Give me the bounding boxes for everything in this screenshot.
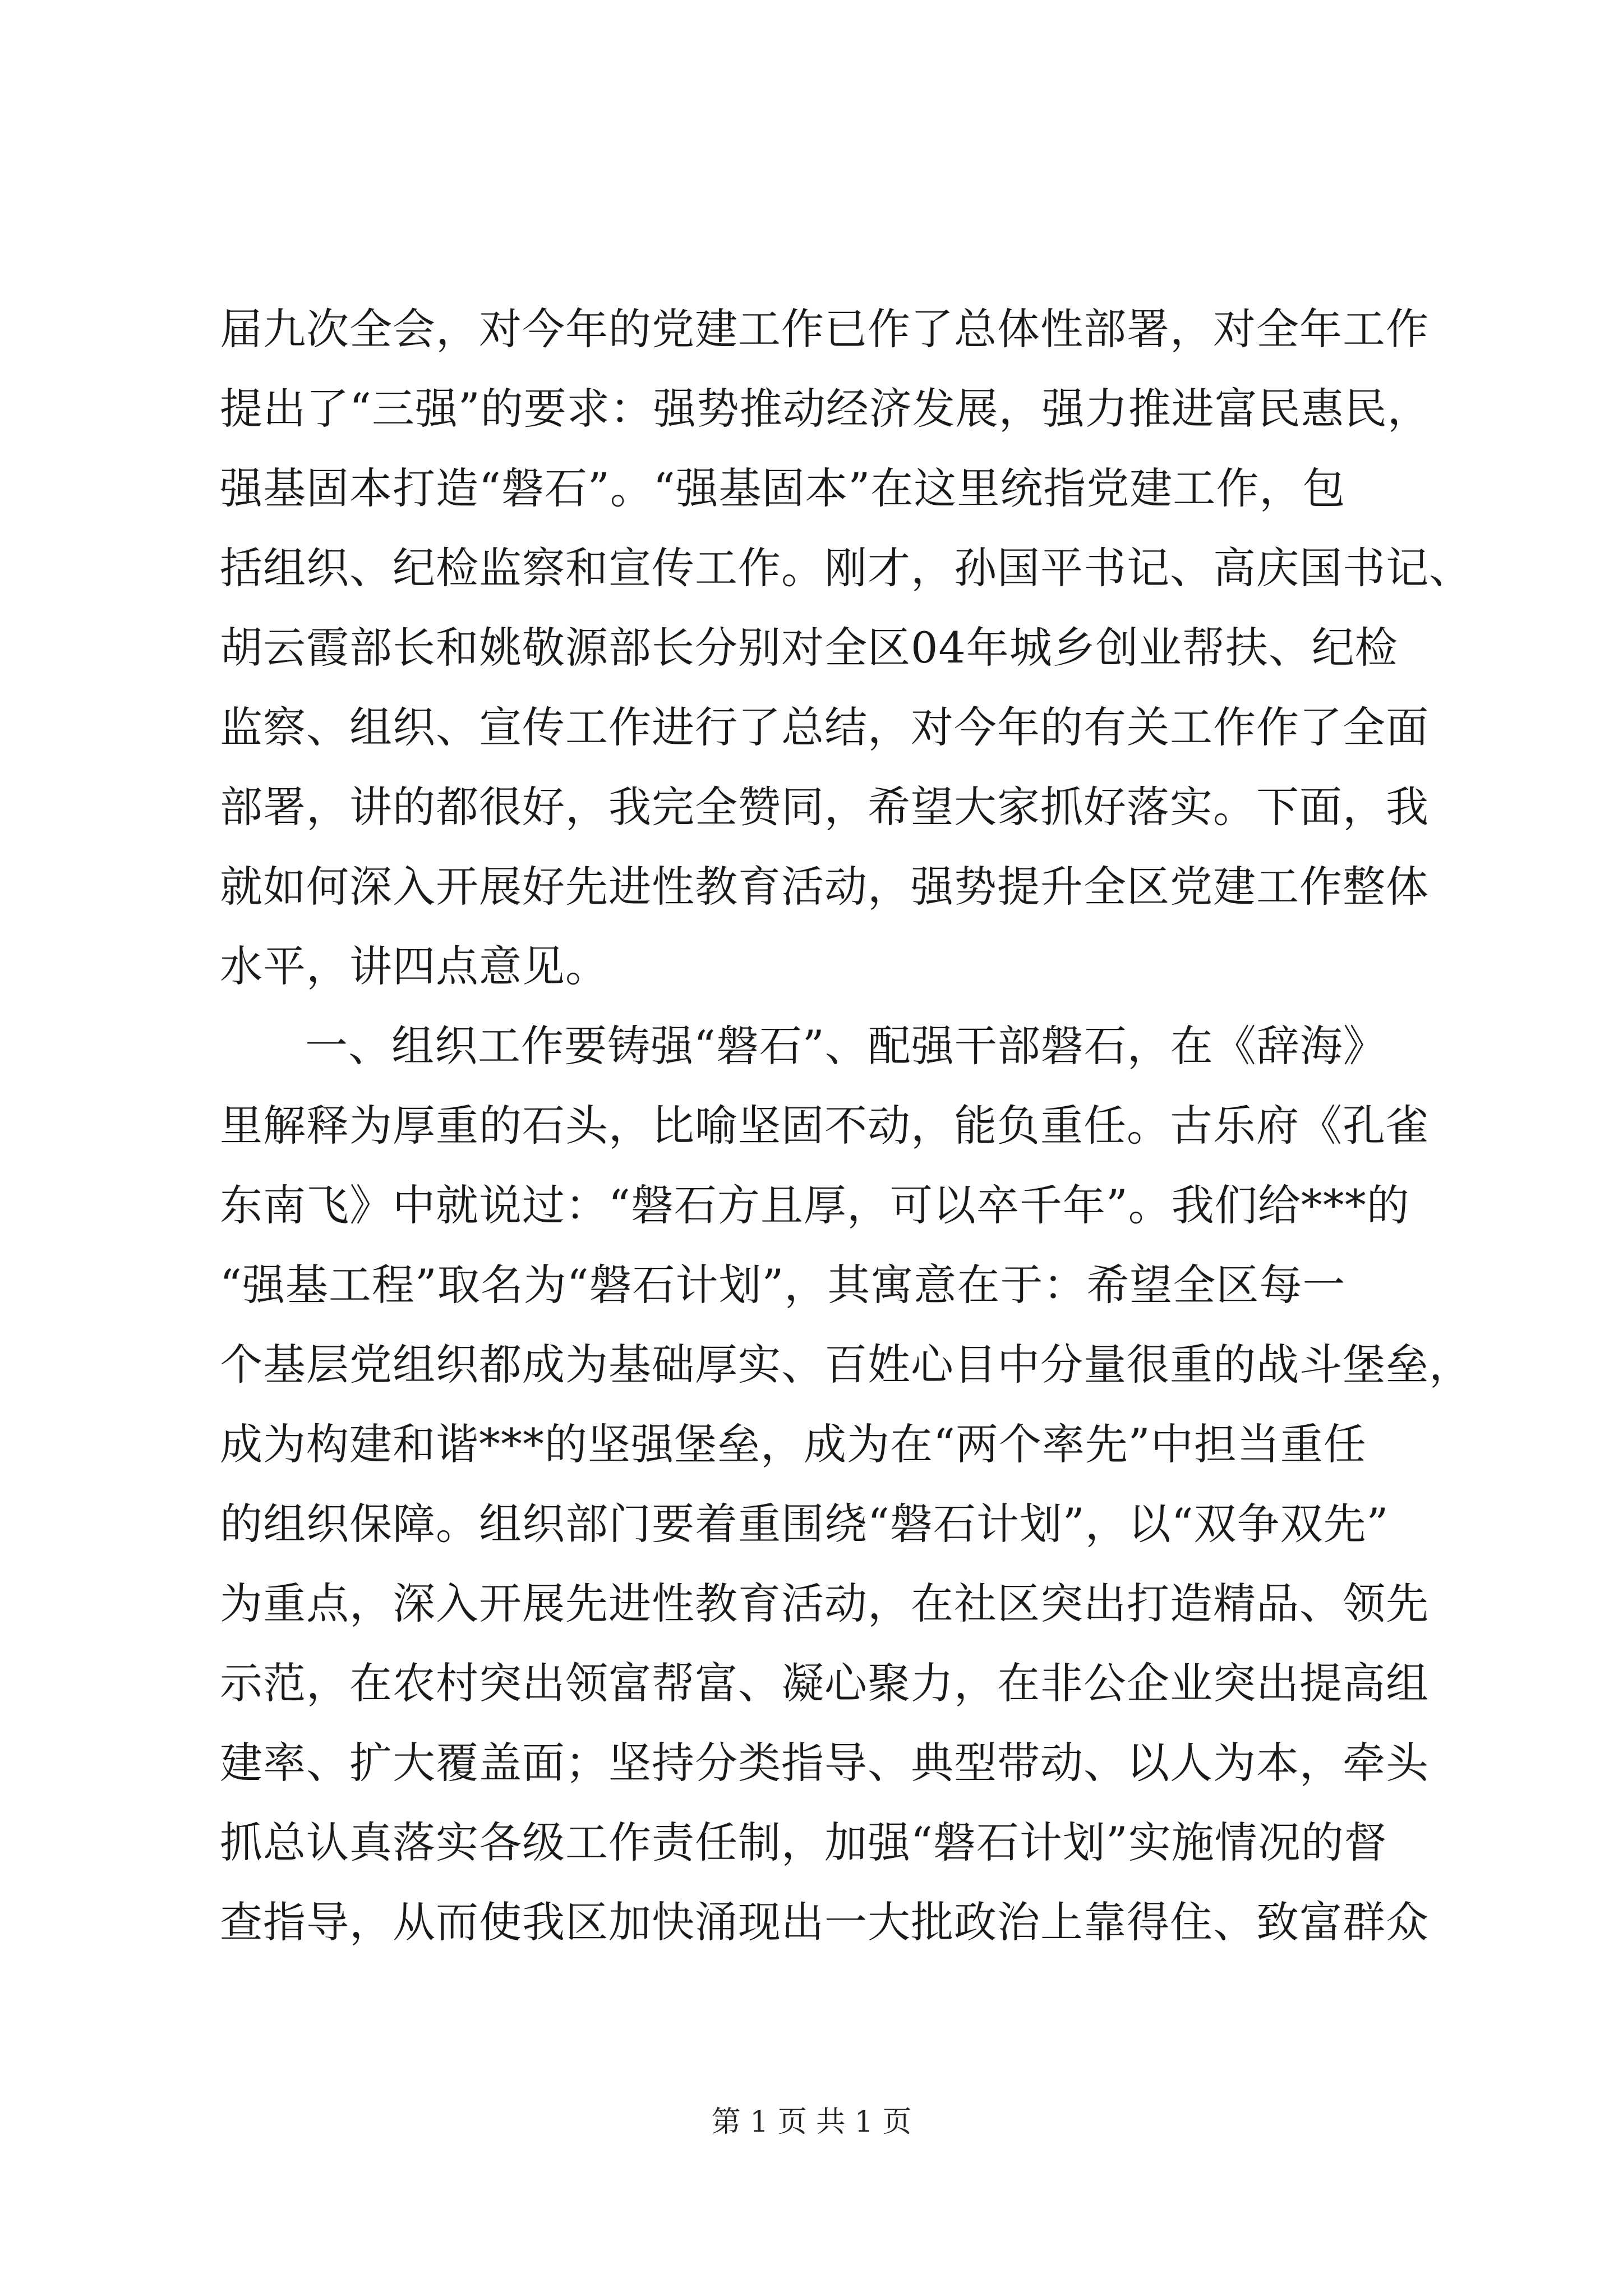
text-line: 东南飞》中就说过：“磐石方且厚，可以卒千年”。我们给***的 — [220, 1180, 1410, 1230]
text-line: 提出了“三强”的要求：强势推动经济发展，强力推进富民惠民， — [220, 384, 1431, 434]
text-line: 抓总认真落实各级工作责任制，加强“磐石计划”实施情况的督 — [220, 1818, 1387, 1867]
body-text — [220, 289, 1472, 1962]
text-line: 查指导，从而使我区加快涌现出一大批政治上靠得住、致富群众 — [220, 1897, 1429, 1947]
text-line: 届九次全会，对今年的党建工作已作了总体性部署，对全年工作 — [220, 304, 1429, 354]
text-line: 胡云霞部长和姚敬源部长分别对全区04年城乡创业帮扶、纪检 — [220, 623, 1398, 673]
text-line: 为重点，深入开展先进性教育活动，在社区突出打造精品、领先 — [220, 1579, 1429, 1628]
page-footer: 第 1 页 共 1 页 — [711, 2105, 912, 2139]
text-line: 示范，在农村突出领富帮富、凝心聚力，在非公企业突出提高组 — [220, 1658, 1429, 1708]
text-line: 括组织、纪检监察和宣传工作。刚才，孙国平书记、高庆国书记、 — [220, 543, 1472, 593]
text-line: 个基层党组织都成为基础厚实、百姓心目中分量很重的战斗堡垒， — [220, 1340, 1472, 1389]
text-line: 的组织保障。组织部门要着重围绕“磐石计划”，以“双争双先” — [220, 1499, 1389, 1549]
text-line: 成为构建和谐***的坚强堡垒，成为在“两个率先”中担当重任 — [220, 1419, 1367, 1469]
text-line: 部署，讲的都很好，我完全赞同，希望大家抓好落实。下面，我 — [220, 782, 1429, 832]
text-line: 监察、组织、宣传工作进行了总结，对今年的有关工作作了全面 — [220, 702, 1429, 752]
text-line: “强基工程”取名为“磐石计划”，其寓意在于：希望全区每一 — [220, 1260, 1346, 1310]
text-line: 强基固本打造“磐石”。“强基固本”在这里统指党建工作，包 — [220, 463, 1346, 513]
text-line: 水平，讲四点意见。 — [220, 941, 608, 991]
text-line: 建率、扩大覆盖面；坚持分类指导、典型带动、以人为本，牵头 — [220, 1738, 1429, 1788]
text-line: 就如何深入开展好先进性教育活动，强势提升全区党建工作整体 — [220, 862, 1429, 912]
section-heading-line: 一、组织工作要铸强“磐石”、配强干部磐石，在《辞海》 — [305, 1021, 1386, 1071]
text-line: 里解释为厚重的石头，比喻坚固不动，能负重任。古乐府《孔雀 — [220, 1101, 1429, 1151]
